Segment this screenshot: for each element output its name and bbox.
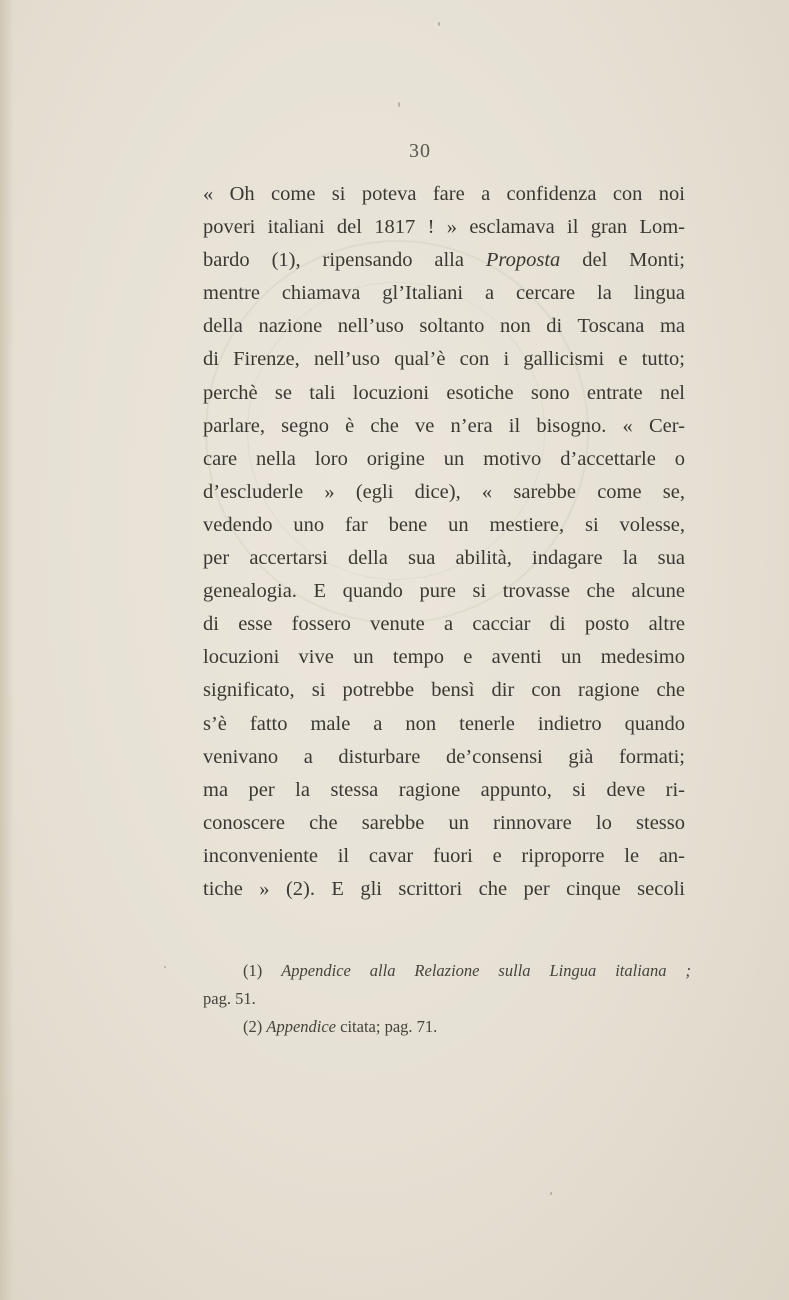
page-fold-shadow — [0, 0, 14, 1300]
text-run: di Firenze, nell’uso qual’è con i gallicismi e tutto; — [203, 348, 685, 371]
text-run: vedendo uno far bene un mestiere, si volesse, — [203, 513, 685, 536]
footnote-2-mark: (2) — [243, 1017, 267, 1036]
footnote-2 — [203, 1013, 693, 1041]
text-line — [203, 410, 685, 443]
paper-speck — [398, 102, 400, 107]
text-run: di esse fossero venute a cacciar di posto altre — [203, 613, 685, 636]
text-run: per accertarsi della sua abilità, indagare la sua — [203, 547, 685, 570]
text-run: genealogia. E quando pure si trovasse che alcune — [203, 580, 685, 603]
text-run: parlare, segno è che ve n’era il bisogno. « Cer- — [203, 414, 685, 437]
page-number: 30 — [409, 140, 431, 162]
text-line — [203, 641, 685, 674]
text-line — [203, 542, 685, 575]
italic-title: Proposta — [485, 249, 561, 272]
paper-speck — [164, 966, 166, 968]
text-run: bardo (1), ripensando alla — [203, 249, 486, 272]
text-line — [203, 310, 685, 343]
text-line — [203, 277, 685, 310]
text-run: inconveniente il cavar fuori e riproporre le an- — [203, 844, 685, 867]
text-line — [203, 708, 685, 741]
text-line — [203, 211, 685, 244]
text-run: mentre chiamava gl’Italiani a cercare la lingua — [203, 282, 685, 305]
footnote-1 — [203, 957, 691, 985]
text-line — [203, 840, 685, 873]
footnote-1-mark: (1) — [243, 961, 282, 980]
footnote-2-reference: citata; pag. 71. — [336, 1017, 438, 1036]
text-run: del Monti; — [560, 249, 685, 272]
text-line — [203, 178, 685, 211]
text-line — [203, 443, 685, 476]
text-line — [203, 509, 685, 542]
footnote-2-title: Appendice — [266, 1017, 337, 1036]
text-line — [203, 476, 685, 509]
text-line — [203, 873, 685, 906]
text-run: d’escluderle » (egli dice), « sarebbe come se, — [203, 480, 685, 503]
text-run: tiche » (2). E gli scrittori che per cinque secoli — [203, 877, 685, 900]
text-run: perchè se tali locuzioni esotiche sono entrate nel — [203, 381, 685, 404]
text-line — [203, 575, 685, 608]
text-run: ma per la stessa ragione appunto, si deve ri- — [203, 778, 685, 801]
text-run: locuzioni vive un tempo e aventi un medesimo — [203, 646, 685, 669]
text-run: della nazione nell’uso soltanto non di Toscana ma — [203, 315, 685, 338]
text-run: s’è fatto male a non tenerle indietro quando — [203, 712, 685, 735]
footnotes — [203, 957, 693, 1041]
body-text — [203, 178, 685, 906]
text-run: conoscere che sarebbe un rinnovare lo stesso — [203, 811, 685, 834]
text-line — [203, 377, 685, 410]
text-line — [203, 674, 685, 707]
text-run: significato, si potrebbe bensì dir con ragione che — [203, 679, 685, 702]
text-run: care nella loro origine un motivo d’accettarle o — [203, 447, 685, 470]
text-run: venivano a disturbare de’consensi già formati; — [203, 745, 685, 768]
text-line — [203, 807, 685, 840]
text-line — [203, 343, 685, 376]
text-run: poveri italiani del 1817 ! » esclamava il gran Lom- — [203, 216, 685, 239]
text-line — [203, 244, 685, 277]
paper-speck — [550, 1192, 552, 1195]
footnote-1-title: Appendice alla Relazione sulla Lingua italiana ; — [281, 961, 691, 980]
text-line — [203, 608, 685, 641]
text-line — [203, 774, 685, 807]
footnote-1-continuation: pag. 51. — [203, 989, 256, 1008]
text-line — [203, 741, 685, 774]
paper-speck — [438, 22, 440, 26]
text-run: « Oh come si poteva fare a confidenza con noi — [203, 183, 685, 205]
